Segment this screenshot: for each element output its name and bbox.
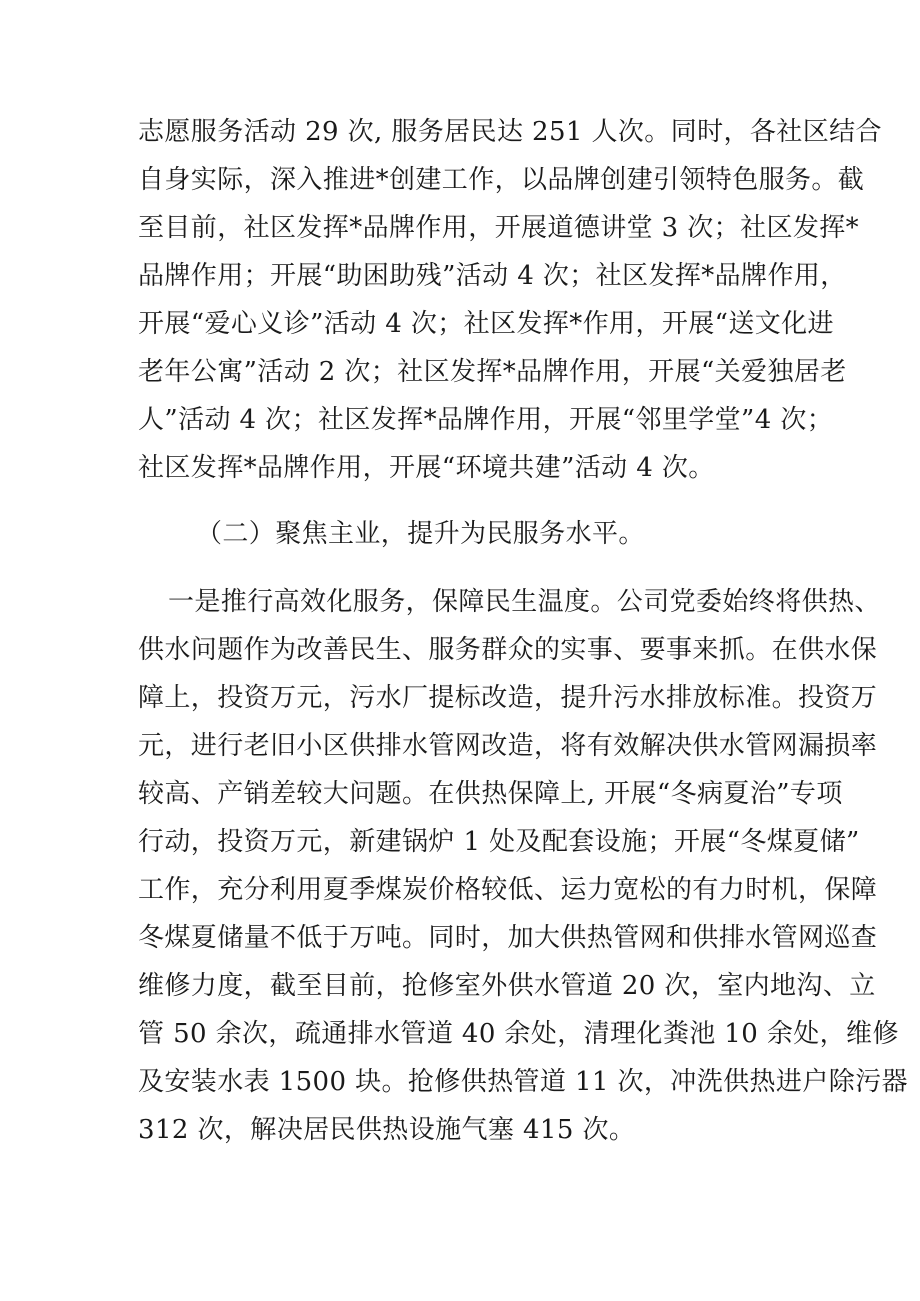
- text-line: 行动，投资万元，新建锅炉 1 处及配套设施；开展“冬煤夏储”: [138, 827, 860, 857]
- text-line: 至目前，社区发挥*品牌作用，开展道德讲堂 3 次；社区发挥*: [138, 213, 860, 243]
- text-line: 自身实际，深入推进*创建工作，以品牌创建引领特色服务。截: [138, 165, 865, 195]
- text-line: 人”活动 4 次；社区发挥*品牌作用，开展“邻里学堂”4 次；: [138, 405, 834, 435]
- text-line: 社区发挥*品牌作用，开展“环境共建”活动 4 次。: [138, 453, 715, 483]
- text-line: 维修力度，截至目前，抢修室外供水管道 20 次，室内地沟、立: [138, 971, 876, 1001]
- text-line: 一是推行高效化服务，保障民生温度。公司党委始终将供热、: [168, 587, 881, 617]
- text-line: 工作，充分利用夏季煤炭价格较低、运力宽松的有力时机，保障: [138, 875, 878, 905]
- text-line: 冬煤夏储量不低于万吨。同时，加大供热管网和供排水管网巡查: [138, 923, 878, 953]
- text-line: 312 次，解决居民供热设施气塞 415 次。: [138, 1115, 636, 1145]
- text-line: 老年公寓”活动 2 次；社区发挥*品牌作用，开展“关爱独居老: [138, 357, 847, 387]
- text-line: 较高、产销差较大问题。在供热保障上, 开展“冬病夏治”专项: [138, 779, 843, 809]
- text-line: 供水问题作为改善民生、服务群众的实事、要事来抓。在供水保: [138, 635, 878, 665]
- section-heading: （二）聚焦主业，提升为民服务水平。: [196, 519, 645, 549]
- text-line: 开展“爱心义诊”活动 4 次；社区发挥*作用，开展“送文化进: [138, 309, 834, 339]
- text-line: 管 50 余次，疏通排水管道 40 余处，清理化粪池 10 余处，维修: [138, 1019, 899, 1049]
- text-line: 元，进行老旧小区供排水管网改造，将有效解决供水管网漏损率: [138, 731, 878, 761]
- text-line: 及安装水表 1500 块。抢修供热管道 11 次，冲洗供热进户除污器: [138, 1067, 908, 1097]
- text-line: 志愿服务活动 29 次, 服务居民达 251 人次。同时，各社区结合: [138, 117, 882, 147]
- text-line: 障上，投资万元，污水厂提标改造，提升污水排放标准。投资万: [138, 683, 878, 713]
- text-line: 品牌作用；开展“助困助残”活动 4 次；社区发挥*品牌作用，: [138, 261, 847, 291]
